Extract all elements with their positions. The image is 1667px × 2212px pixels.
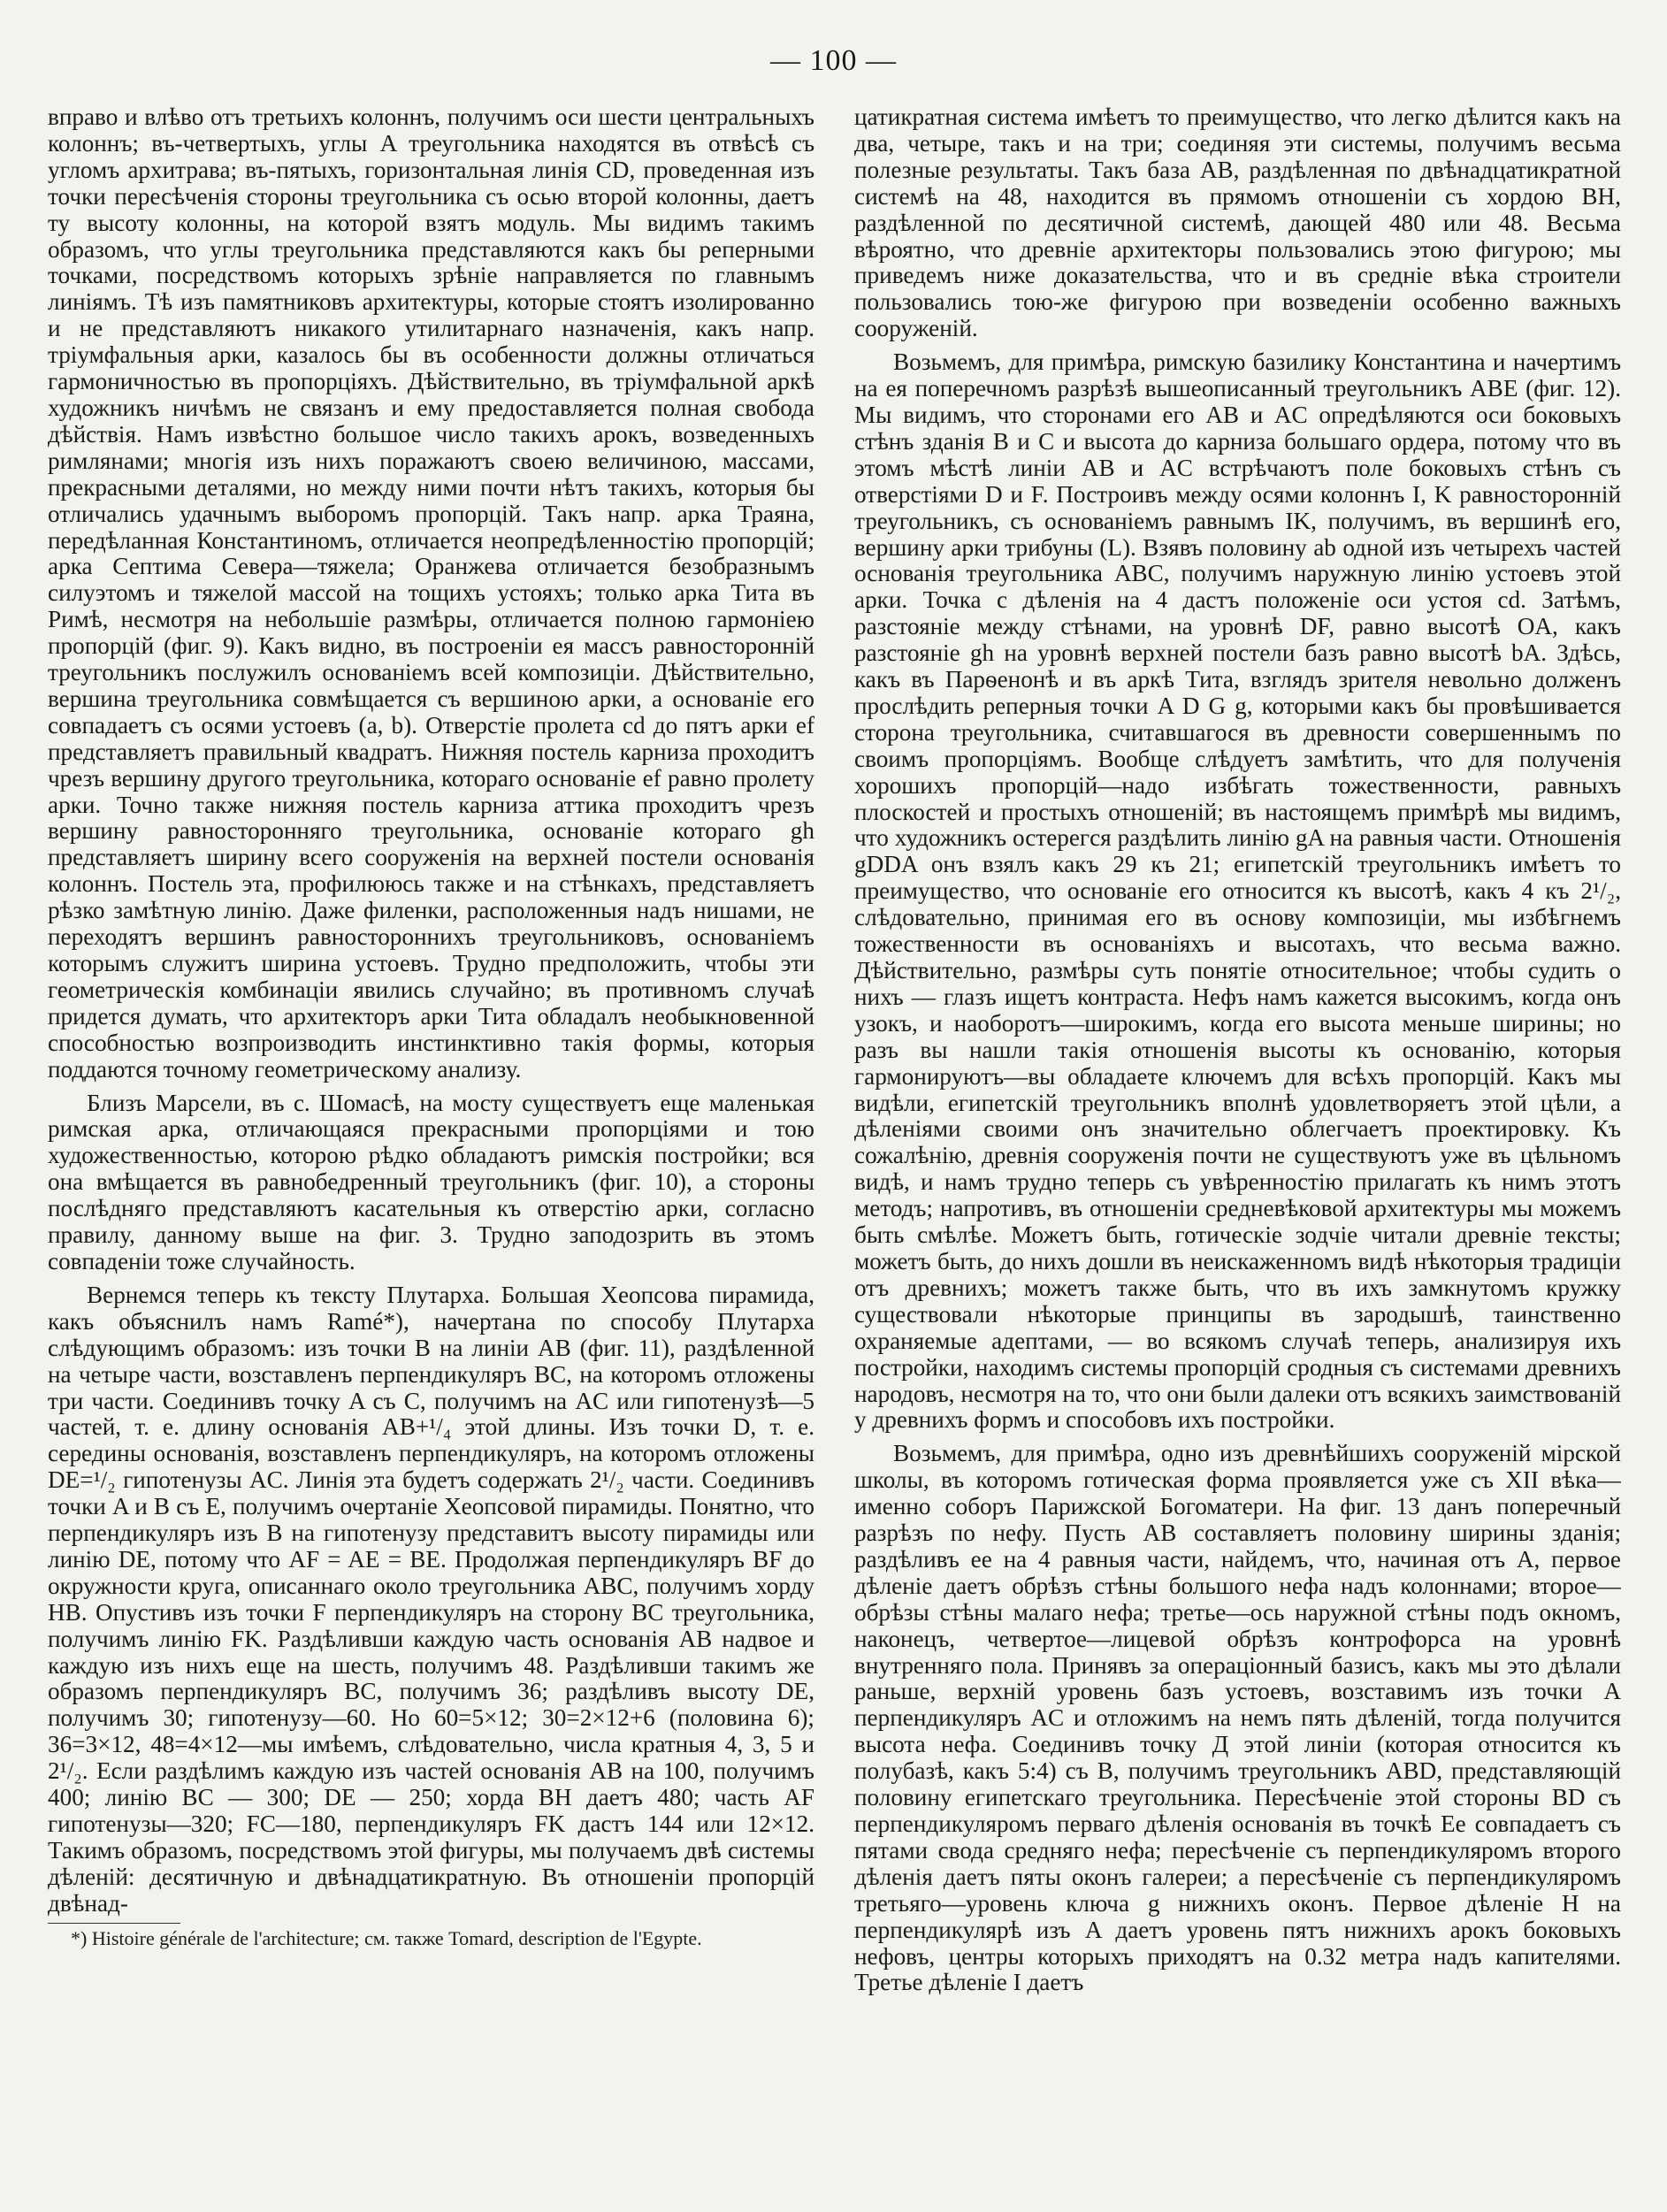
footnote: *) Histoire générale de l'architecture; см. также Tomard, description de l'Egypte.	[71, 1926, 702, 1949]
left-paragraph-1: вправо и влѣво отъ третьихъ колоннъ, получимъ оси шести центральныхъ колоннъ; въ-четвертыхъ, углы A треугольника находятся въ отвѣсѣ съ угломъ архитрава; въ-пятыхъ, горизонтальная линія CD, проведенная изъ точки пересѣченія стороны треугольника съ осью второй колонны, даетъ ту высоту колонны, на которой взятъ модуль. Мы видимъ такимъ образомъ, что углы треугольника представляются какъ бы реперными точками, посредствомъ которыхъ зрѣніе направляется по главнымъ линіямъ. Тѣ изъ памятниковъ архитектуры, которые стоятъ изолированно и не представляютъ никакого утилитарнаго назначенія, какъ напр. тріумфальныя арки, казалось бы въ особенности должны отличаться гармоничностью въ пропорціяхъ. Дѣйствительно, въ тріумфальной аркѣ художникъ ничѣмъ не связанъ и ему предоставляется полная свобода дѣйствія. Намъ извѣстно большое число такихъ арокъ, возведенныхъ римлянами; многія изъ нихъ поражаютъ своею величиною, массами, прекрасными деталями, но между ними почти нѣтъ такихъ, которыя бы отличались удачнымъ выборомъ пропорцій. Такъ напр. арка Траяна, передѣланная Константиномъ, отличается неопредѣленностію пропорцій; арка Септима Севера—тяжела; Оранжева отличается безобразнымъ силуэтомъ и тяжелой массой на тощихъ устояхъ; только арка Тита въ Римѣ, несмотря на небольшіе размѣры, отличается полною гармоніею пропорцій (фиг. 9). Какъ видно, въ построеніи ея массъ равносторонній треугольникъ послужилъ основаніемъ всей композиціи. Дѣйствительно, вершина треугольника совмѣщается съ вершиною арки, а основаніе его совпадаетъ съ осями устоевъ (a, b). Отверстіе пролета cd до пятъ арки ef представляетъ правильный квадратъ. Нижняя постель карниза проходитъ чрезъ вершину другого треугольника, котораго основаніе ef равно пролету арки. Точно также нижняя постель карниза аттика проходитъ чрезъ вершину равносторонняго треугольника, основаніе котораго gh представляетъ ширину всего сооруженія на верхней постели основанія колоннъ. Постель эта, профилююсь также и на стѣнкахъ, представляетъ рѣзко замѣтную линію. Даже филенки, расположенныя надъ нишами, не переходятъ вершинъ равностороннихъ треугольниковъ, основаніемъ которымъ служитъ ширина устоевъ. Трудно предположить, чтобы эти геометрическія комбинаціи явились случайно; въ противномъ случаѣ придется думать, что архитекторъ арки Тита обладалъ необыкновенной способностью возпроизводить инстинктивно такія формы, которыя поддаются точному геометрическому анализу.	[48, 104, 814, 1083]
left-column	[48, 104, 814, 2130]
text-columns	[48, 104, 1621, 2165]
footnote-rule	[48, 1923, 180, 1924]
page-number: — 100 —	[770, 44, 897, 77]
right-column	[854, 104, 1621, 2165]
right-paragraph-1: цатикратная система имѣетъ то преимущество, что легко дѣлится какъ на два, четыре, такъ и на три; соединяя эти системы, получимъ весьма полезные результаты. Такъ база AB, раздѣленная по двѣнадцатикратной системѣ на 48, находится въ прямомъ отношеніи съ хордою BH, раздѣленной по десятичной системѣ, дающей 480 или 48. Весьма вѣроятно, что древніе архитекторы пользовались этою фигурою; мы приведемъ ниже доказательства, что и въ средніе вѣка строители пользовались тою-же фигурою при возведеніи особенно важныхъ сооруженій.	[854, 104, 1621, 342]
left-paragraph-3: Вернемся теперь къ тексту Плутарха. Большая Хеопсова пирамида, какъ объяснилъ намъ Ramé*), начертана по способу Плутарха слѣдующимъ образомъ: изъ точки B на линіи AB (фиг. 11), раздѣленной на четыре части, возставленъ перпендикуляръ BC, на которомъ отложены три части. Соединивъ точку A съ C, получимъ на AC или гипотенузѣ—5 частей, т. е. длину основанія AB+¹/₄ этой длины. Изъ точки D, т. е. середины основанія, возставленъ перпендикуляръ, на которомъ отложены DE=¹/₂ гипотенузы AC. Линія эта будетъ содержать 2¹/₂ части. Соединивъ точки A и B съ E, получимъ очертаніе Хеопсовой пирамиды. Понятно, что перпендикуляръ изъ B на гипотенузу представитъ высоту пирамиды или линію DE, потому что AF = AE = BE. Продолжая перпендикуляръ BF до окружности круга, описаннаго около треугольника ABC, получимъ хорду HB. Опустивъ изъ точки F перпендикуляръ на сторону BC треугольника, получимъ линію FK. Раздѣливши каждую часть основанія AB надвое и каждую изъ нихъ еще на шесть, получимъ 48. Раздѣливши такимъ же образомъ перпендикуляръ BC, получимъ 36; раздѣливъ высоту DE, получимъ 30; гипотенузу—60. Но 60=5×12; 30=2×12+6 (половина 6); 36=3×12, 48=4×12—мы имѣемъ, слѣдовательно, числа кратныя 4, 3, 5 и 2¹/₂. Если раздѣлимъ каждую изъ частей основанія AB на 100, получимъ 400; линію BC — 300; DE — 250; хорда BH даетъ 480; часть AF гипотенузы—320; FC—180, перпендикуляръ FK дастъ 144 или 12×12. Такимъ образомъ, посредствомъ этой фигуры, мы получаемъ двѣ системы дѣленій: десятичную и двѣнадцатикратную. Въ отношеніи пропорцій двѣнад-	[48, 1281, 814, 1917]
right-paragraph-2: Возьмемъ, для примѣра, римскую базилику Константина и начертимъ на ея поперечномъ разрѣзѣ вышеописанный треугольникъ ABE (фиг. 12). Мы видимъ, что сторонами его AB и AC опредѣляются оси боковыхъ стѣнъ зданія B и C и высота до карниза большаго ордера, потому что въ этомъ мѣстѣ линіи AB и AC встрѣчаютъ поле боковыхъ стѣнъ съ отверстіями D и F. Построивъ между осями колоннъ I, K равносторонній треугольникъ, съ основаніемъ равнымъ IK, получимъ, въ вершинѣ его, вершину арки трибуны (L). Взявъ половину ab одной изъ четырехъ частей основанія треугольника ABC, получимъ наружную линію устоевъ этой арки. Точка c дѣленія на 4 дастъ положеніе оси устоя cd. Затѣмъ, разстояніе между стѣнами, на уровнѣ DF, равно высотѣ OA, какъ разстояніе gh на уровнѣ верхней постели базъ равно высотѣ bA. Здѣсь, какъ въ Парѳенонѣ и въ аркѣ Тита, взглядъ зрителя невольно долженъ прослѣдить реперныя точки A D G g, которыми какъ бы провѣшивается сторона треугольника, считавшагося въ древности совершеннымъ по своимъ пропорціямъ. Вообще слѣдуетъ замѣтить, что для полученія хорошихъ пропорцій—надо избѣгать тожественности, равныхъ плоскостей и простыхъ отношеній; въ настоящемъ примѣрѣ мы видимъ, что художникъ остерегся раздѣлить линію gA на равныя части. Отношенія gDDA онъ взялъ какъ 29 къ 21; египетскій треугольникъ имѣетъ то преимущество, что основаніе его относится къ высотѣ, какъ 4 къ 2¹/₂, слѣдовательно, принимая его въ основу композиціи, мы избѣгнемъ тожественности въ основаніяхъ и высотахъ, что весьма важно. Дѣйствительно, размѣры суть понятіе относительное; чтобы судить о нихъ — глазъ ищетъ контраста. Нефъ намъ кажется высокимъ, когда онъ узокъ, и наоборотъ—широкимъ, когда его высота меньше ширины; но разъ вы нашли такія отношенія высоты къ основанію, которыя гармонируютъ—вы обладаете ключемъ для всѣхъ пропорцій. Какъ мы видѣли, египетскій треугольникъ вполнѣ удовлетворяетъ этой цѣли, а дѣленіями своими онъ значительно облегчаетъ проектировку. Къ сожалѣнію, древнія сооруженія почти не существуютъ уже въ цѣльномъ видѣ, и намъ трудно теперь съ увѣренностію прилагать къ нимъ этотъ методъ; напротивъ, въ отношеніи средневѣковой архитектуры мы можемъ быть смѣлѣе. Можетъ быть, готическіе зодчіе читали древніе тексты; можетъ быть, до нихъ дошли въ неискаженномъ видѣ нѣкоторыя традиціи отъ древнихъ; можетъ также быть, что въ ихъ замкнутомъ кружку существовали нѣкоторые принципы въ зародышѣ, таинственно охраняемые адептами, — во всякомъ случаѣ теперь, анализируя ихъ постройки, находимъ системы пропорцій сродныя съ системами древнихъ народовъ, несмотря на то, что они были далеки отъ всякихъ заимствованій у древнихъ формъ и способовъ ихъ постройки.	[854, 348, 1621, 1434]
left-paragraph-2: Близъ Марсели, въ с. Шомасѣ, на мосту существуетъ еще маленькая римская арка, отличающаяся прекрасными пропорціями и тою художественностью, которою рѣдко обладаютъ римскія постройки; вся она вмѣщается въ равнобедренный треугольникъ (фиг. 10), а стороны послѣдняго представляютъ касательныя къ отверстію арки, согласно правилу, данному выше на фиг. 3. Трудно заподозрить въ этомъ совпаденіи тоже случайность.	[48, 1089, 814, 1274]
right-paragraph-3: Возьмемъ, для примѣра, одно изъ древнѣйшихъ сооруженій мірской школы, въ которомъ готическая форма проявляется уже съ XII вѣка—именно соборъ Парижской Богоматери. На фиг. 13 данъ поперечный разрѣзъ по нефу. Пусть AB составляетъ половину ширины зданія; раздѣливъ ее на 4 равныя части, найдемъ, что, начиная отъ A, первое дѣленіе даетъ обрѣзъ стѣны большого нефа надъ колоннами; второе—обрѣзы стѣны малаго нефа; третье—ось наружной стѣны подъ окномъ, наконецъ, четвертое—лицевой обрѣзъ контрофорса на уровнѣ внутренняго пола. Принявъ за операціонный базисъ, какъ мы это дѣлали раньше, верхній уровень базъ устоевъ, возставимъ изъ точки A перпендикуляръ AC и отложимъ на немъ пять дѣленій, тогда получится высота нефа. Соединивъ точку Д этой линіи (которая относится къ полубазѣ, какъ 5:4) съ B, получимъ треугольникъ ABD, представляющій половину египетскаго треугольника. Пересѣченіе этой стороны BD съ перпендикуляромъ перваго дѣленія основанія въ точкѣ Ee совпадаетъ съ пятами свода средняго нефа; пересѣченіе съ перпендикуляромъ второго дѣленія даетъ пяты оконъ галереи; а пересѣченіе съ перпендикуляромъ третьяго—уровень ключа g нижнихъ оконъ. Первое дѣленіе H на перпендикулярѣ изъ A даетъ уровень пятъ нижнихъ арокъ боковыхъ нефовъ, центры которыхъ приходятъ на 0.32 метра надъ капителями. Третье дѣленіе I даетъ	[854, 1440, 1621, 1996]
